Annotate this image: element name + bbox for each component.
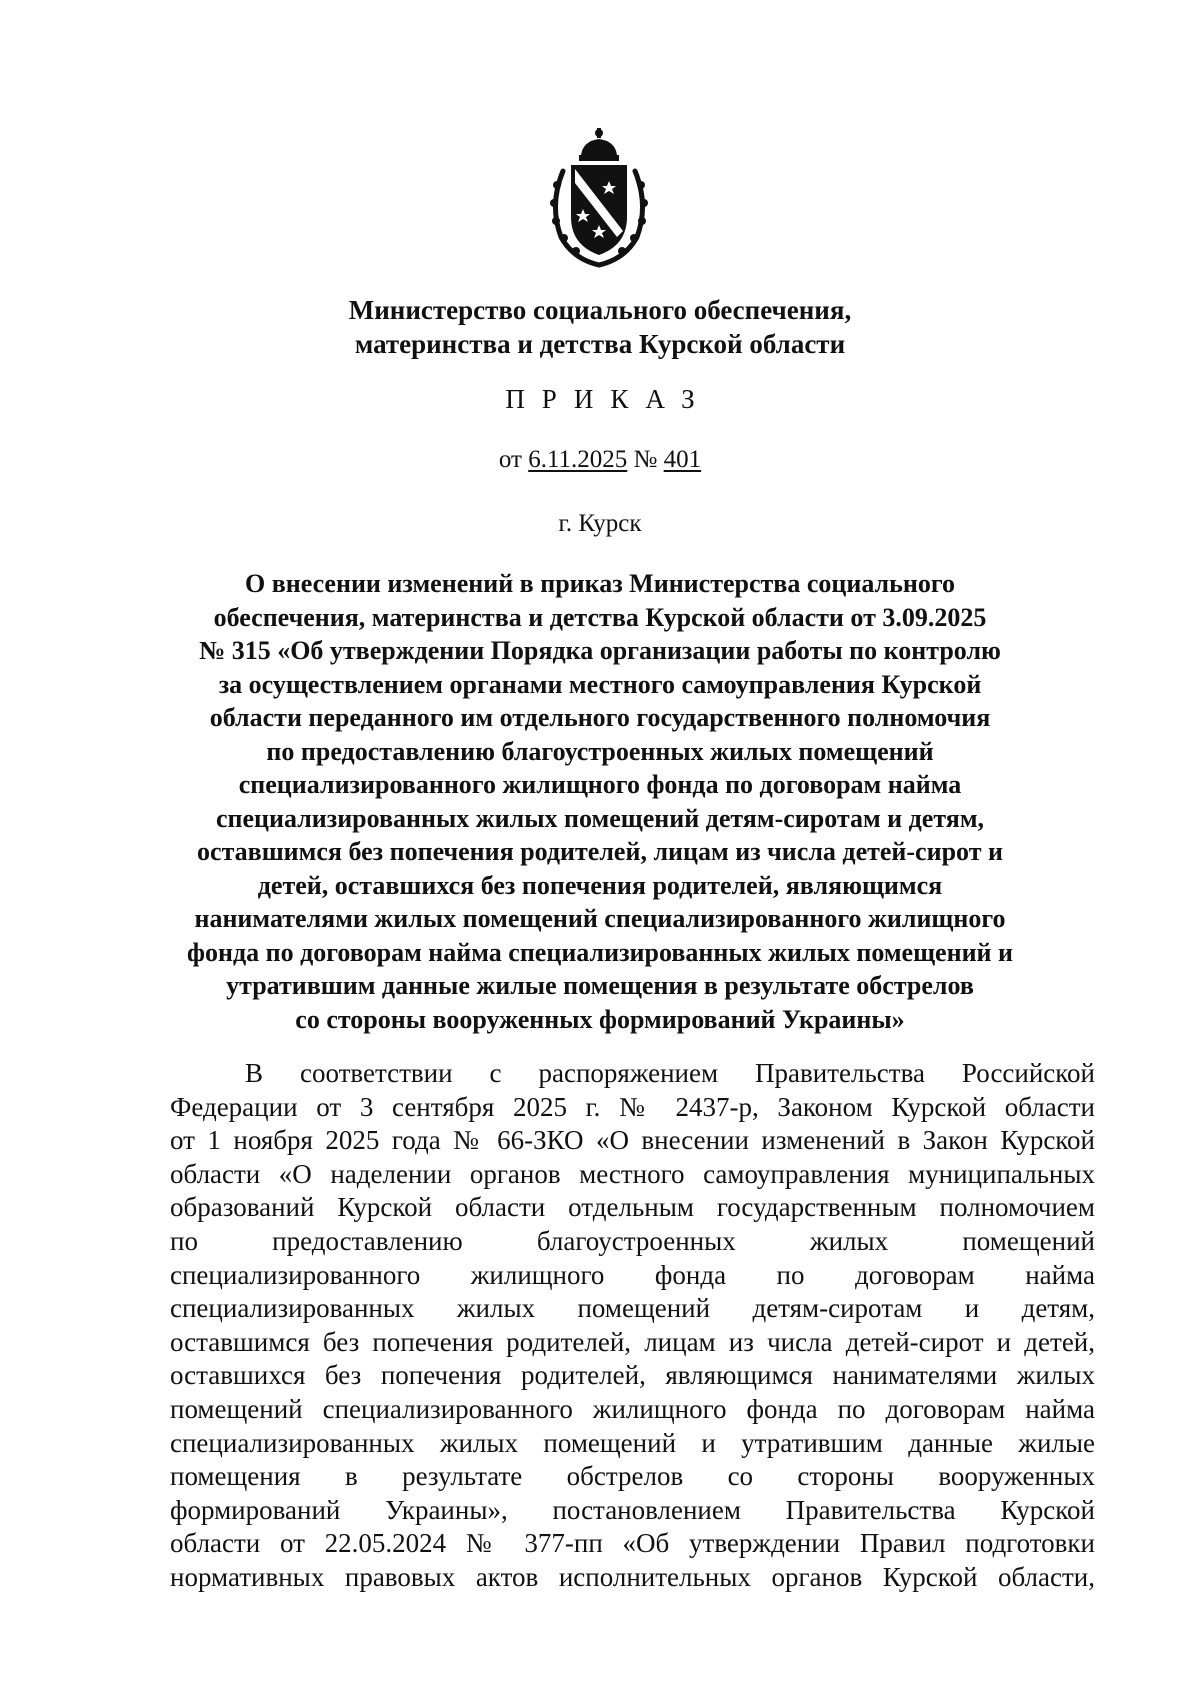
body-line: специализированного жилищного фонда по договорам найма bbox=[170, 1259, 1095, 1290]
title-line: утратившим данные жилые помещения в результате обстрелов bbox=[226, 971, 974, 1000]
ministry-line-1: Министерство социального обеспечения, bbox=[348, 295, 852, 325]
title-line: за осуществлением органами местного самоуправления Курской bbox=[218, 669, 982, 699]
body-line: оставшихся без попечения родителей, являющимся нанимателями жилых bbox=[170, 1360, 1095, 1391]
title-line: оставшимся без попечения родителей, лицам из числа детей-сирот и bbox=[197, 837, 1003, 866]
ministry-name bbox=[0, 293, 1200, 361]
title-line: № 315 «Об утверждении Порядка организации работы по контролю bbox=[199, 636, 1001, 665]
body-line: по предоставлению благоустроенных жилых помещений bbox=[170, 1225, 1095, 1256]
title-line: обеспечения, материнства и детства Курской области от 3.09.2025 bbox=[213, 602, 987, 632]
date-prefix: от bbox=[498, 446, 522, 473]
document-city: г. Курск bbox=[558, 510, 642, 537]
body-line: В соответствии с распоряжением Правительства Российской bbox=[245, 1058, 1095, 1088]
body-line: формирований Украины», постановлением Правительства Курской bbox=[170, 1494, 1095, 1525]
body-line: помещения в результате обстрелов со стороны вооруженных bbox=[170, 1461, 1095, 1492]
body-line: от 1 ноября 2025 года № 66-ЗКО «О внесении изменений в Закон Курской bbox=[170, 1125, 1095, 1156]
number-sign: № bbox=[633, 446, 658, 473]
title-line: детей, оставшихся без попечения родителей, являющимся bbox=[257, 870, 943, 900]
title-line: со стороны вооруженных формирований Украины» bbox=[295, 1004, 905, 1034]
title-line: фонда по договорам найма специализированных жилых помещений и bbox=[186, 937, 1014, 967]
title-line: специализированных жилых помещений детям-сиротам и детям, bbox=[215, 803, 985, 833]
document-number: 401 bbox=[663, 446, 702, 473]
document-type: ПРИКАЗ bbox=[505, 384, 712, 414]
body-line: нормативных правовых актов исполнительных органов Курской области, bbox=[170, 1561, 1095, 1592]
ministry-line-2: материнства и детства Курской области bbox=[354, 329, 846, 359]
document-date-number bbox=[0, 446, 1200, 474]
coat-of-arms-emblem bbox=[545, 125, 653, 270]
title-line: нанимателями жилых помещений специализированного жилищного bbox=[194, 904, 1006, 933]
body-line: Федерации от 3 сентября 2025 г. № 2437-р, Законом Курской области bbox=[170, 1091, 1095, 1122]
document-date: 6.11.2025 bbox=[528, 446, 628, 473]
body-line: области от 22.05.2024 № 377-пп «Об утверждении Правил подготовки bbox=[170, 1528, 1095, 1559]
title-line: специализированного жилищного фонда по договорам найма bbox=[238, 770, 962, 799]
title-line: по предоставлению благоустроенных жилых помещений bbox=[266, 736, 934, 766]
body-line: оставшимся без попечения родителей, лицам из числа детей-сирот и детей, bbox=[170, 1326, 1095, 1357]
body-line: области «О наделении органов местного самоуправления муниципальных bbox=[170, 1158, 1095, 1189]
body-line: помещений специализированного жилищного фонда по договорам найма bbox=[170, 1393, 1095, 1424]
title-line: области переданного им отдельного государственного полномочия bbox=[209, 703, 991, 732]
body-line: специализированных жилых помещений и утратившим данные жилые bbox=[170, 1427, 1095, 1458]
title-line: О внесении изменений в приказ Министерства социального bbox=[244, 569, 956, 598]
document-title bbox=[150, 567, 1050, 1036]
body-line: образований Курской области отдельным государственным полномочием bbox=[170, 1192, 1095, 1223]
body-paragraph bbox=[170, 1057, 1095, 1595]
body-line: специализированных жилых помещений детям-сиротам и детям, bbox=[170, 1293, 1095, 1324]
